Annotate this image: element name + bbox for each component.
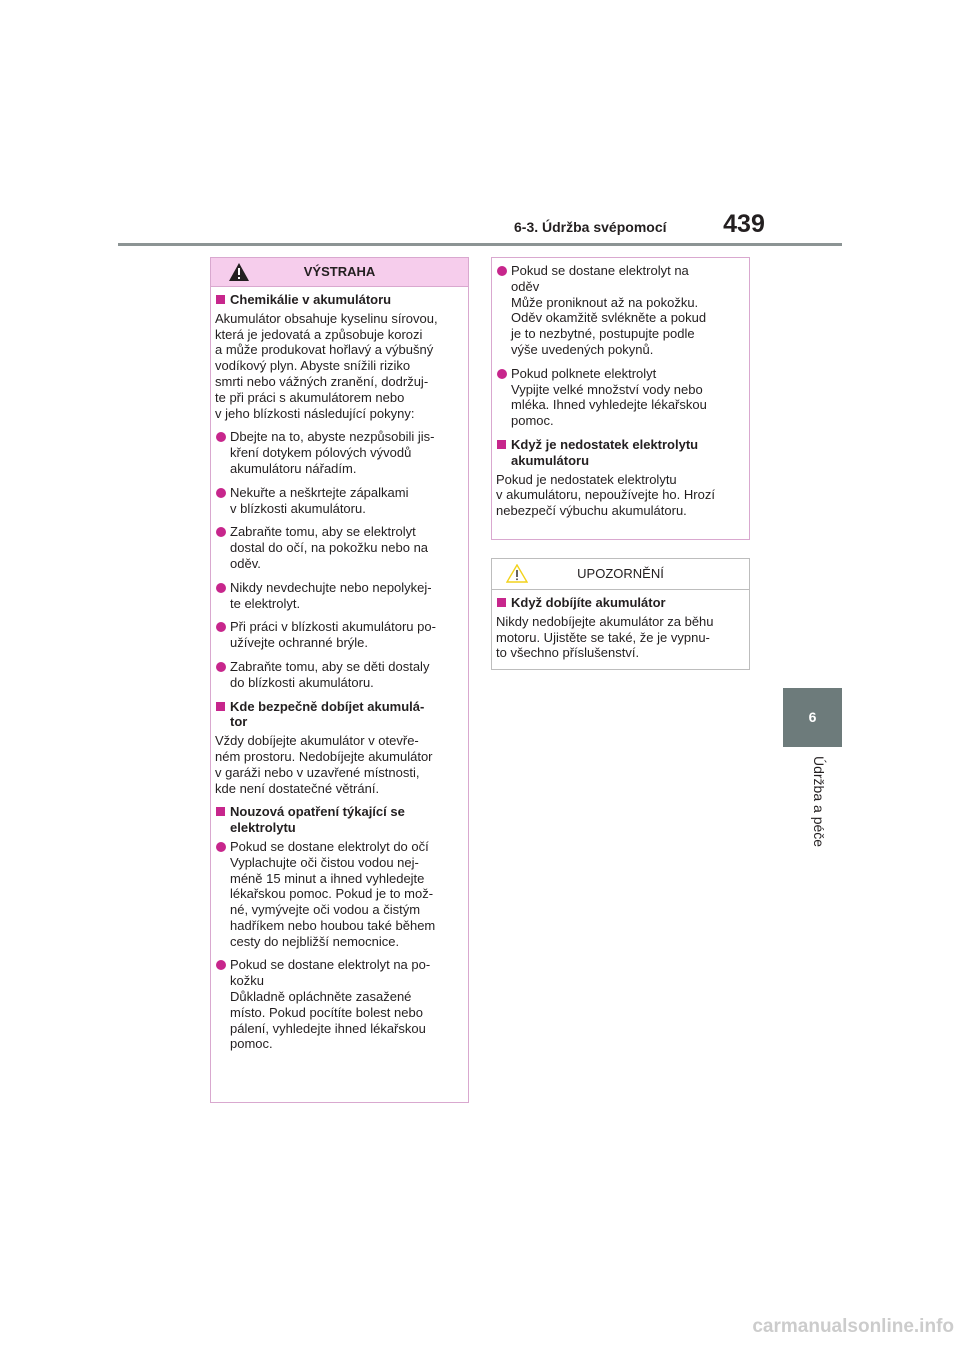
warning-content xyxy=(211,287,468,1052)
bullet-item: Zabraňte tomu, aby se děti dostaly do blízkosti akumulátoru. xyxy=(215,659,464,691)
circle-bullet-icon xyxy=(216,527,226,537)
bullet-item: Nikdy nevdechujte nebo nepolykej- te elektrolyt. xyxy=(215,580,464,612)
notice-content xyxy=(492,590,749,661)
circle-bullet-icon xyxy=(216,662,226,672)
section-heading: Když je nedostatek elektrolytu akumulátoru xyxy=(496,437,745,469)
header-rule xyxy=(118,243,842,246)
circle-bullet-icon xyxy=(216,622,226,632)
warning-box xyxy=(210,257,469,1103)
circle-bullet-icon xyxy=(497,266,507,276)
warning-box-continued xyxy=(491,257,750,540)
circle-bullet-icon xyxy=(216,432,226,442)
caution-triangle-icon xyxy=(506,564,528,583)
warning-triangle-icon xyxy=(229,263,249,281)
bullet-item: Pokud se dostane elektrolyt na po- kožku Důkladně opláchněte zasažené místo. Pokud pocítíte bolest nebo pálení, vyhledejte ihned lékařskou pomoc. xyxy=(215,957,464,1052)
square-bullet-icon xyxy=(497,440,506,449)
notice-box xyxy=(491,558,750,670)
circle-bullet-icon xyxy=(216,488,226,498)
bullet-item: Pokud se dostane elektrolyt na oděv Může proniknout až na pokožku. Oděv okamžitě svlékněte a pokud je to nezbytné, postupujte podle výše uvedených pokynů. xyxy=(496,263,745,358)
circle-bullet-icon xyxy=(216,842,226,852)
circle-bullet-icon xyxy=(216,583,226,593)
bullet-item: Pokud se dostane elektrolyt do očí Vyplachujte oči čistou vodou nej- méně 15 minut a ihned vyhledejte lékařskou pomoc. Pokud je to mož- né, vymývejte oči vodou a čistým hadříkem nebo houbou také během cesty do nejbližší nemocnice. xyxy=(215,839,464,950)
paragraph: Akumulátor obsahuje kyselinu sírovou, která je jedovatá a způsobuje korozi a může produkovat hořlavý a výbušný vodíkový plyn. Abyste snížili riziko smrti nebo vážných zranění, dodržuj- te při práci s akumulátorem nebo v jeho blízkosti následující pokyny: xyxy=(215,310,438,421)
warning-content-continued xyxy=(492,258,749,519)
paragraph: Pokud je nedostatek elektrolytu v akumulátoru, nepoužívejte ho. Hrozí nebezpečí výbuchu akumulátoru. xyxy=(496,471,715,519)
section-heading: Nouzová opatření týkající se elektrolytu xyxy=(215,804,464,836)
paragraph: Nikdy nedobíjejte akumulátor za běhu motoru. Ujistěte se také, že je vypnu- to všechno příslušenství. xyxy=(496,613,714,661)
watermark: carmanualsonline.info xyxy=(752,1316,954,1337)
chapter-number: 6 xyxy=(808,709,817,725)
bullet-item: Dbejte na to, abyste nezpůsobili jis- kření dotykem pólových vývodů akumulátoru nářadím. xyxy=(215,429,464,476)
square-bullet-icon xyxy=(497,598,506,607)
bullet-item: Zabraňte tomu, aby se elektrolyt dostal do očí, na pokožku nebo na oděv. xyxy=(215,524,464,571)
section-title: 6-3. Údržba svépomocí xyxy=(514,219,667,235)
chapter-tab xyxy=(783,688,842,747)
bullet-item: Nekuřte a neškrtejte zápalkami v blízkosti akumulátoru. xyxy=(215,485,464,517)
section-heading: Kde bezpečně dobíjet akumulá- tor xyxy=(215,699,464,731)
warning-title: VÝSTRAHA xyxy=(303,264,376,279)
section-heading: Když dobíjíte akumulátor xyxy=(496,595,745,611)
square-bullet-icon xyxy=(216,807,225,816)
paragraph: Vždy dobíjejte akumulátor v otevře- ném prostoru. Nedobíjejte akumulátor v garáži nebo v uzavřené místnosti, kde není dostatečné větrání. xyxy=(215,733,433,796)
square-bullet-icon xyxy=(216,702,225,711)
page-number: 439 xyxy=(723,210,765,238)
chapter-label: Údržba a péče xyxy=(811,756,827,848)
bullet-item: Při práci v blízkosti akumulátoru po- užívejte ochranné brýle. xyxy=(215,619,464,651)
square-bullet-icon xyxy=(216,295,225,304)
notice-title: UPOZORNĚNÍ xyxy=(577,566,664,581)
section-heading: Chemikálie v akumulátoru xyxy=(215,292,464,308)
circle-bullet-icon xyxy=(216,960,226,970)
notice-header xyxy=(492,559,749,590)
bullet-item: Pokud polknete elektrolyt Vypijte velké množství vody nebo mléka. Ihned vyhledejte lékařskou pomoc. xyxy=(496,366,745,429)
chapter-label-wrap xyxy=(783,756,842,890)
warning-header xyxy=(211,258,468,287)
circle-bullet-icon xyxy=(497,369,507,379)
